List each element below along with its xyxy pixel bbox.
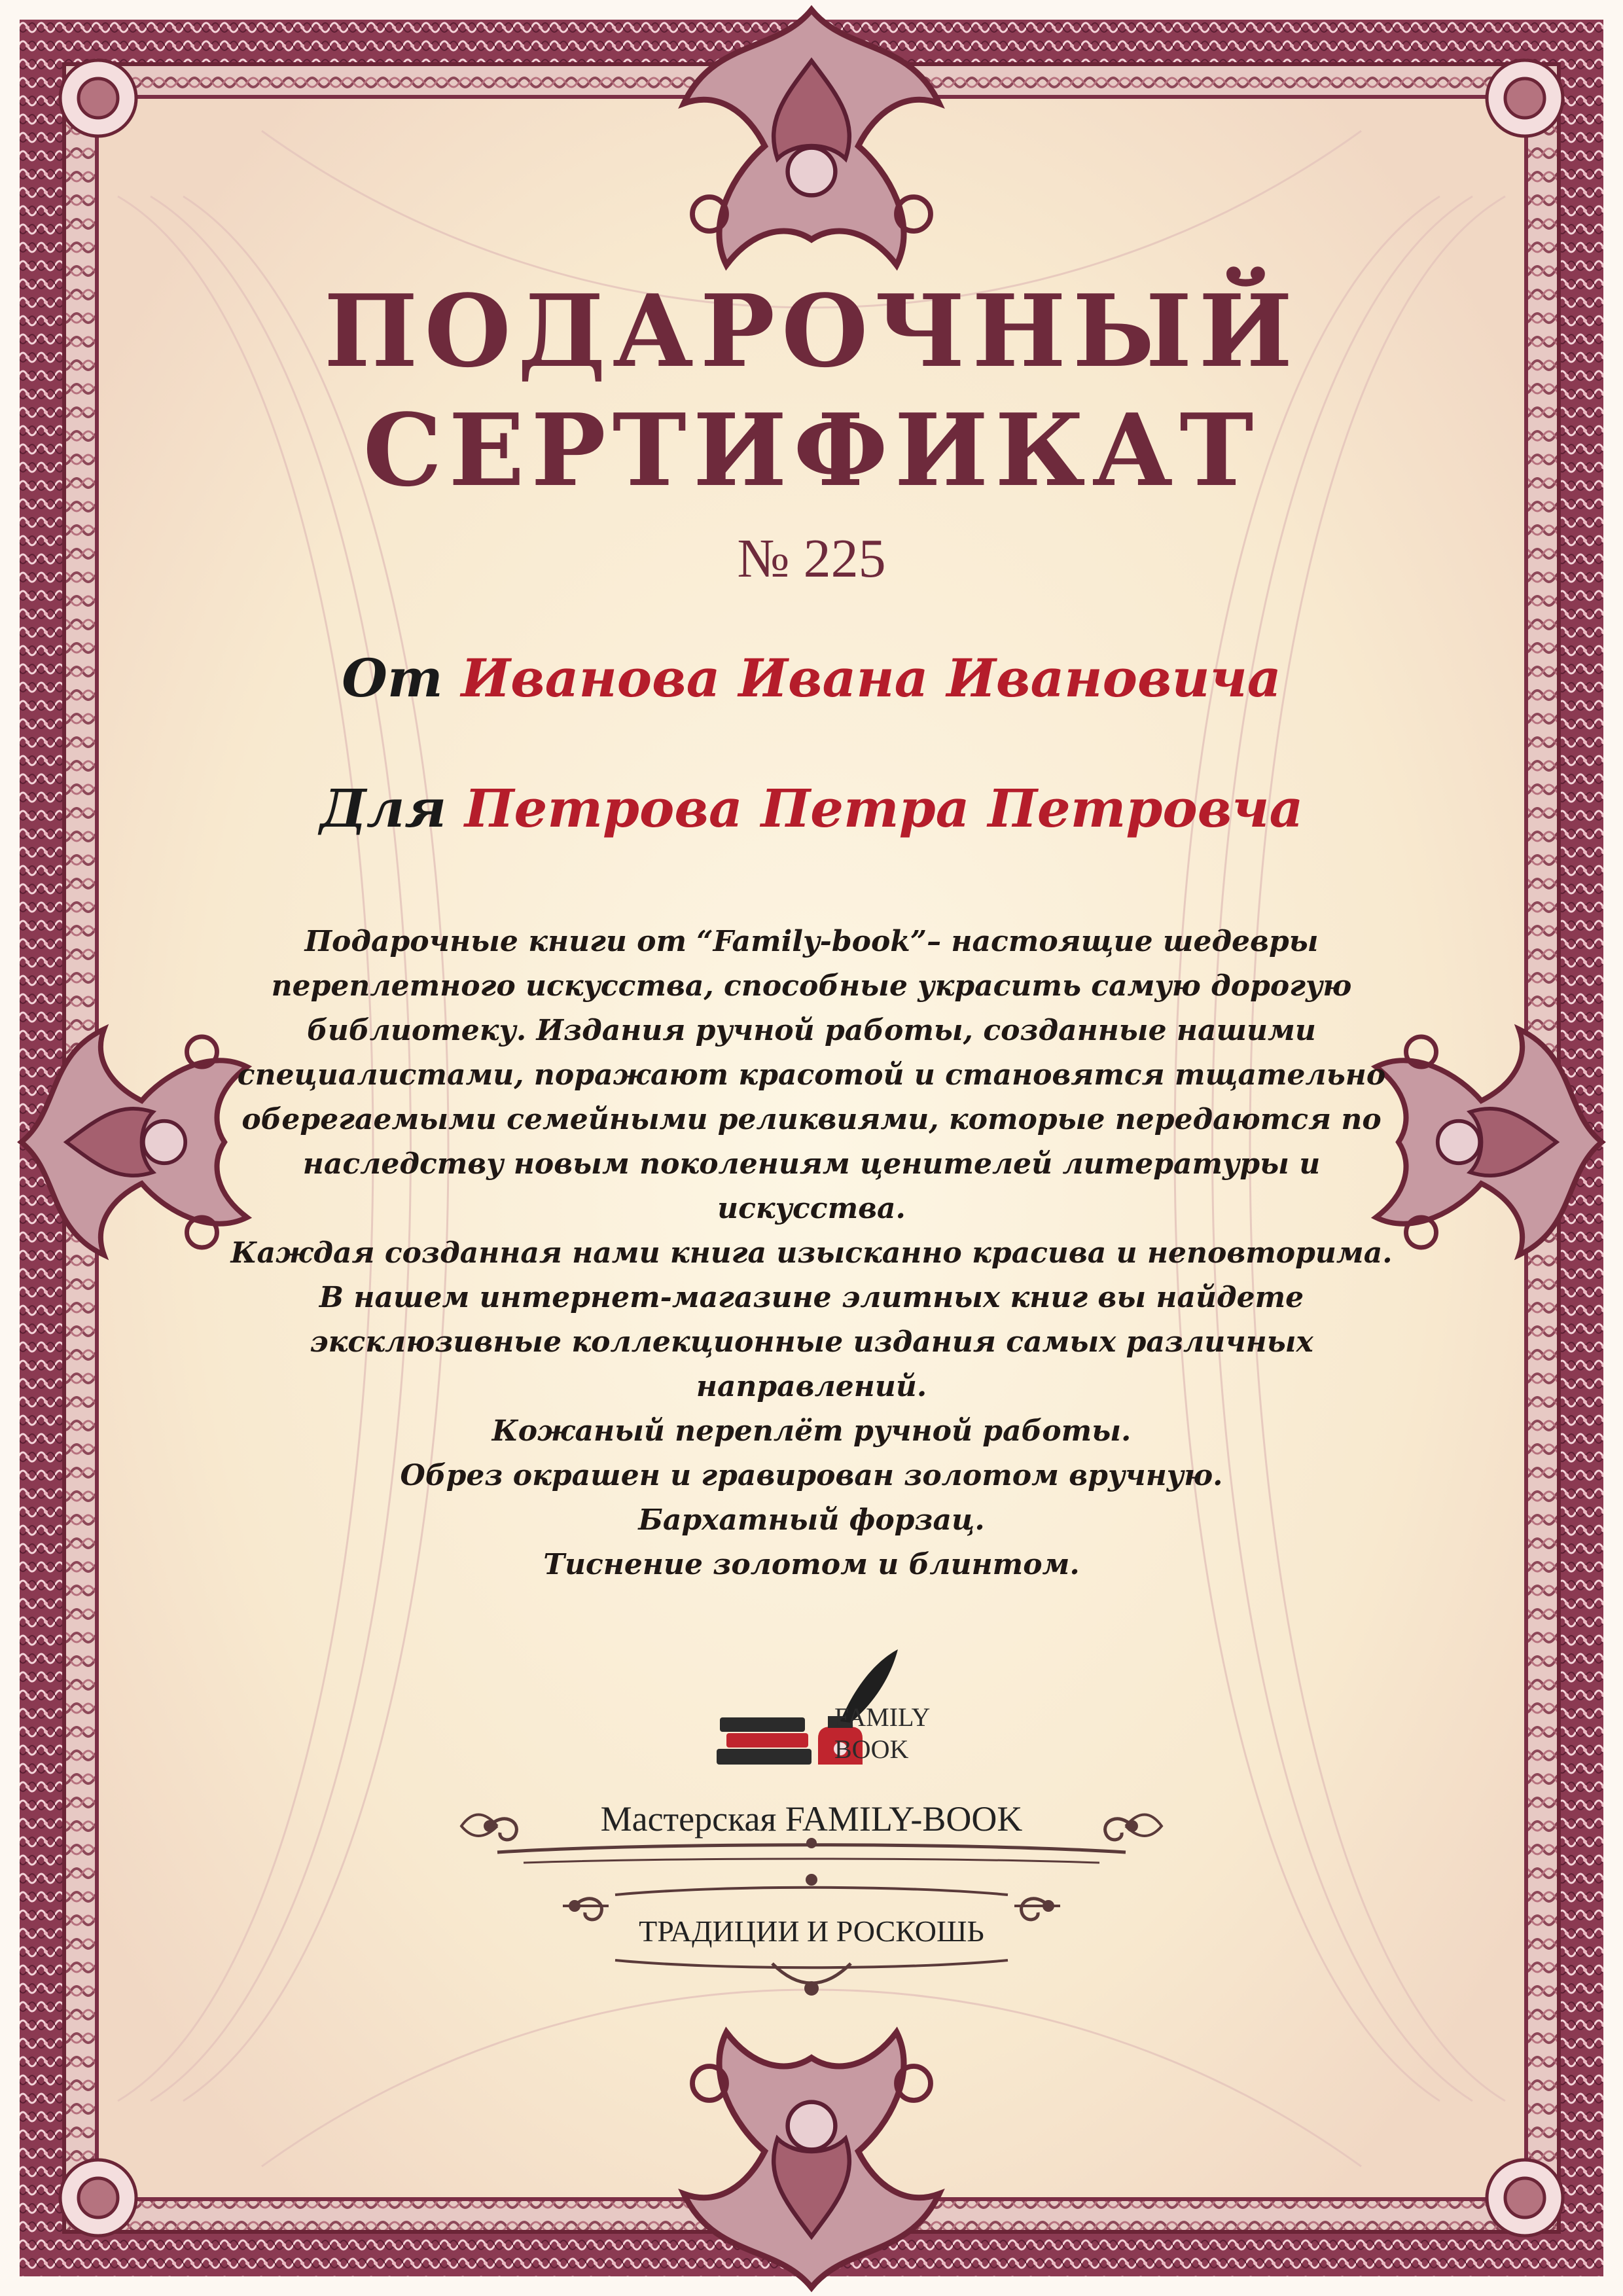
description-line: Подарочные книги от “Family-book”– настоящие шедевры bbox=[304, 925, 1319, 958]
title-line1: ПОДАРОЧНЫЙ bbox=[323, 272, 1300, 389]
from-name: Иванова Ивана Ивановича bbox=[461, 647, 1281, 709]
description-line: Кожаный переплёт ручной работы. bbox=[491, 1414, 1132, 1448]
description-line: переплетного искусства, способные украсить самую дорогую bbox=[271, 969, 1352, 1003]
certificate-number: № 225 bbox=[737, 528, 886, 589]
description-line: Тиснение золотом и блинтом. bbox=[543, 1548, 1080, 1581]
title-line2: СЕРТИФИКАТ bbox=[363, 391, 1260, 509]
description-line: Бархатный форзац. bbox=[638, 1503, 985, 1537]
description-line: оберегаемыми семейными реликвиями, которые передаются по bbox=[241, 1103, 1382, 1136]
description-line: направлений. bbox=[696, 1370, 927, 1403]
to-label: Для bbox=[319, 778, 447, 839]
description-line: эксклюзивные коллекционные издания самых различных bbox=[310, 1325, 1313, 1359]
from-line bbox=[0, 647, 1623, 709]
description-line: наследству новым поколениям ценителей литературы и bbox=[302, 1147, 1321, 1181]
to-name: Петрова Петра Петровча bbox=[464, 778, 1304, 839]
to-line bbox=[0, 778, 1623, 839]
logo-line2: BOOK bbox=[834, 1734, 909, 1764]
studio-name: Мастерская FAMILY-BOOK bbox=[600, 1799, 1023, 1839]
tagline: ТРАДИЦИИ И РОСКОШЬ bbox=[639, 1914, 984, 1948]
description bbox=[0, 920, 1623, 1587]
description-line: Обрез окрашен и гравирован золотом вручную. bbox=[400, 1459, 1223, 1492]
description-line: В нашем интернет-магазине элитных книг вы найдете bbox=[319, 1281, 1304, 1314]
description-line: библиотеку. Издания ручной работы, созданные нашими bbox=[307, 1014, 1316, 1047]
description-line: специалистами, поражают красотой и становятся тщательно bbox=[237, 1058, 1386, 1092]
description-line: искусства. bbox=[717, 1192, 906, 1225]
from-label: От bbox=[342, 647, 443, 709]
logo-line1: FAMILY bbox=[834, 1702, 931, 1732]
description-line: Каждая созданная нами книга изысканно красива и неповторима. bbox=[230, 1236, 1393, 1270]
